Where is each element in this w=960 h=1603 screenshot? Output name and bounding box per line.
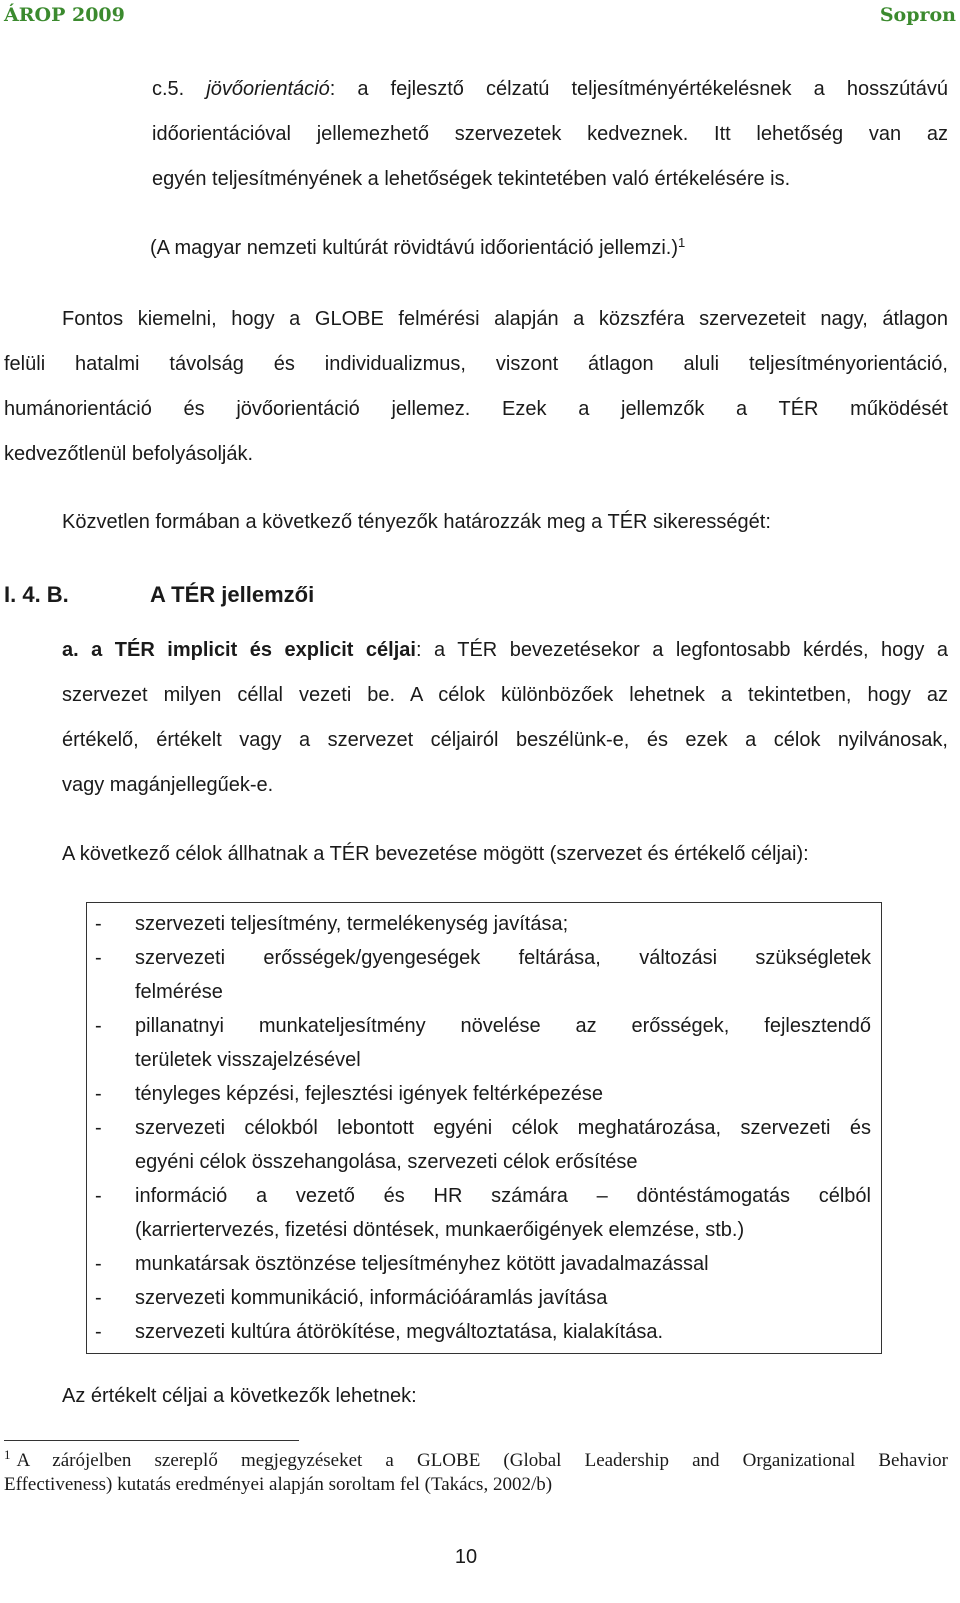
c5-line-3: egyén teljesítményének a lehetőségek tekintetében való értékelésére is. — [152, 168, 791, 190]
header-left-title: ÁROP 2009 — [4, 4, 125, 26]
section-number: I. 4. B. — [4, 582, 69, 607]
list-dash: - — [95, 1321, 102, 1343]
c5-line-1: c.5. jövőorientáció: a fejlesztő célzatú teljesítményértékelésnek a hosszútávú — [152, 78, 948, 100]
paragraph-a-ter — [62, 628, 948, 808]
footnote-reference[interactable]: 1 — [678, 235, 686, 250]
list-dash: - — [95, 947, 102, 969]
fontos-line-2: felüli hatalmi távolság és individualizmus, viszont átlagon aluli teljesítményorientáció, — [4, 353, 948, 375]
list-dash: - — [95, 913, 102, 935]
section-heading — [4, 572, 314, 617]
list-dash: - — [95, 1185, 102, 1207]
list-dash: - — [95, 1117, 102, 1139]
c5-line-2: időorientációval jellemezhető szervezetek kedveznek. Itt lehetőség van az — [152, 123, 948, 145]
page-number: 10 — [454, 1546, 478, 1568]
a-ter-line-2: szervezet milyen céllal vezeti be. A célok különbözőek lehetnek a tekintetben, hogy az — [62, 684, 948, 706]
footnote-divider — [4, 1440, 299, 1441]
a-ter-line-4: vagy magánjellegűek-e. — [62, 774, 274, 796]
paragraph-c5 — [152, 67, 948, 202]
section-title: A TÉR jellemzői — [150, 582, 315, 607]
fontos-line-3: humánorientáció és jövőorientáció jellemez. Ezek a jellemzők a TÉR működését — [4, 398, 948, 420]
footnote-mark: 1 — [4, 1447, 11, 1462]
goals-box: - szervezeti teljesítmény, termelékenység javítása; - szervezeti erősségek/gyengeségek feltárása, változási szükségletek felmérése - pillanatnyi munkateljesítmény növelése az erősségek, fejlesztendő területek visszajelzésével - tényleges képzési, fejlesztési igények feltérképezése - szervezeti célokból lebontott egyéni célok meghatározása, szervezeti és egyéni célok összehangolása, szervezeti célok erősítése - információ a vezető és HR számára – döntéstámogatás célból (karriertervezés, fizetési döntések, munkaerőigények elemzése, stb.) - munkatársak ösztönzése teljesítményhez kötött javadalmazással - szervezeti kommunikáció, információáramlás javítása - szervezeti kultúra átörökítése, megváltoztatása, kialakítása. — [86, 902, 882, 1354]
list-dash: - — [95, 1083, 102, 1105]
a-ter-line-3: értékelő, értékelt vagy a szervezet céljairól beszélünk-e, és ezek a célok nyilvánosak, — [62, 729, 948, 751]
paragraph-ertekelt: Az értékelt céljai a következők lehetnek: — [62, 1385, 417, 1407]
list-dash: - — [95, 1287, 102, 1309]
page-header — [0, 0, 960, 34]
fontos-line-1: Fontos kiemelni, hogy a GLOBE felmérési alapján a közszféra szervezeteit nagy, átlagon — [62, 308, 948, 330]
list-dash: - — [95, 1253, 102, 1275]
footnote-line-1: $^1$ A zárójelben szereplő megjegyzéseket a GLOBE (Global Leadership and Organizational Behavior — [4, 1447, 948, 1471]
list-dash: - — [95, 1015, 102, 1037]
footnote — [4, 1449, 948, 1497]
paragraph-fontos — [4, 297, 948, 477]
footnote-line-2: Effectiveness) kutatás eredményei alapján soroltam fel (Takács, 2002/b) — [4, 1474, 553, 1495]
fontos-line-4: kedvezőtlenül befolyásolják. — [4, 443, 254, 465]
c5-note: (A magyar nemzeti kultúrát rövidtávú időorientáció jellemzi.)$^1$ — [150, 235, 686, 259]
header-right-title: Sopron — [879, 4, 956, 26]
a-ter-line-1: a. a TÉR implicit és explicit céljai: a TÉR bevezetésekor a legfontosabb kérdés, hogy a — [62, 639, 949, 661]
paragraph-kozvetlen: Közvetlen formában a következő tényezők határozzák meg a TÉR sikerességét: — [62, 511, 771, 533]
paragraph-kovetkezo: A következő célok állhatnak a TÉR bevezetése mögött (szervezet és értékelő céljai): — [62, 843, 809, 865]
